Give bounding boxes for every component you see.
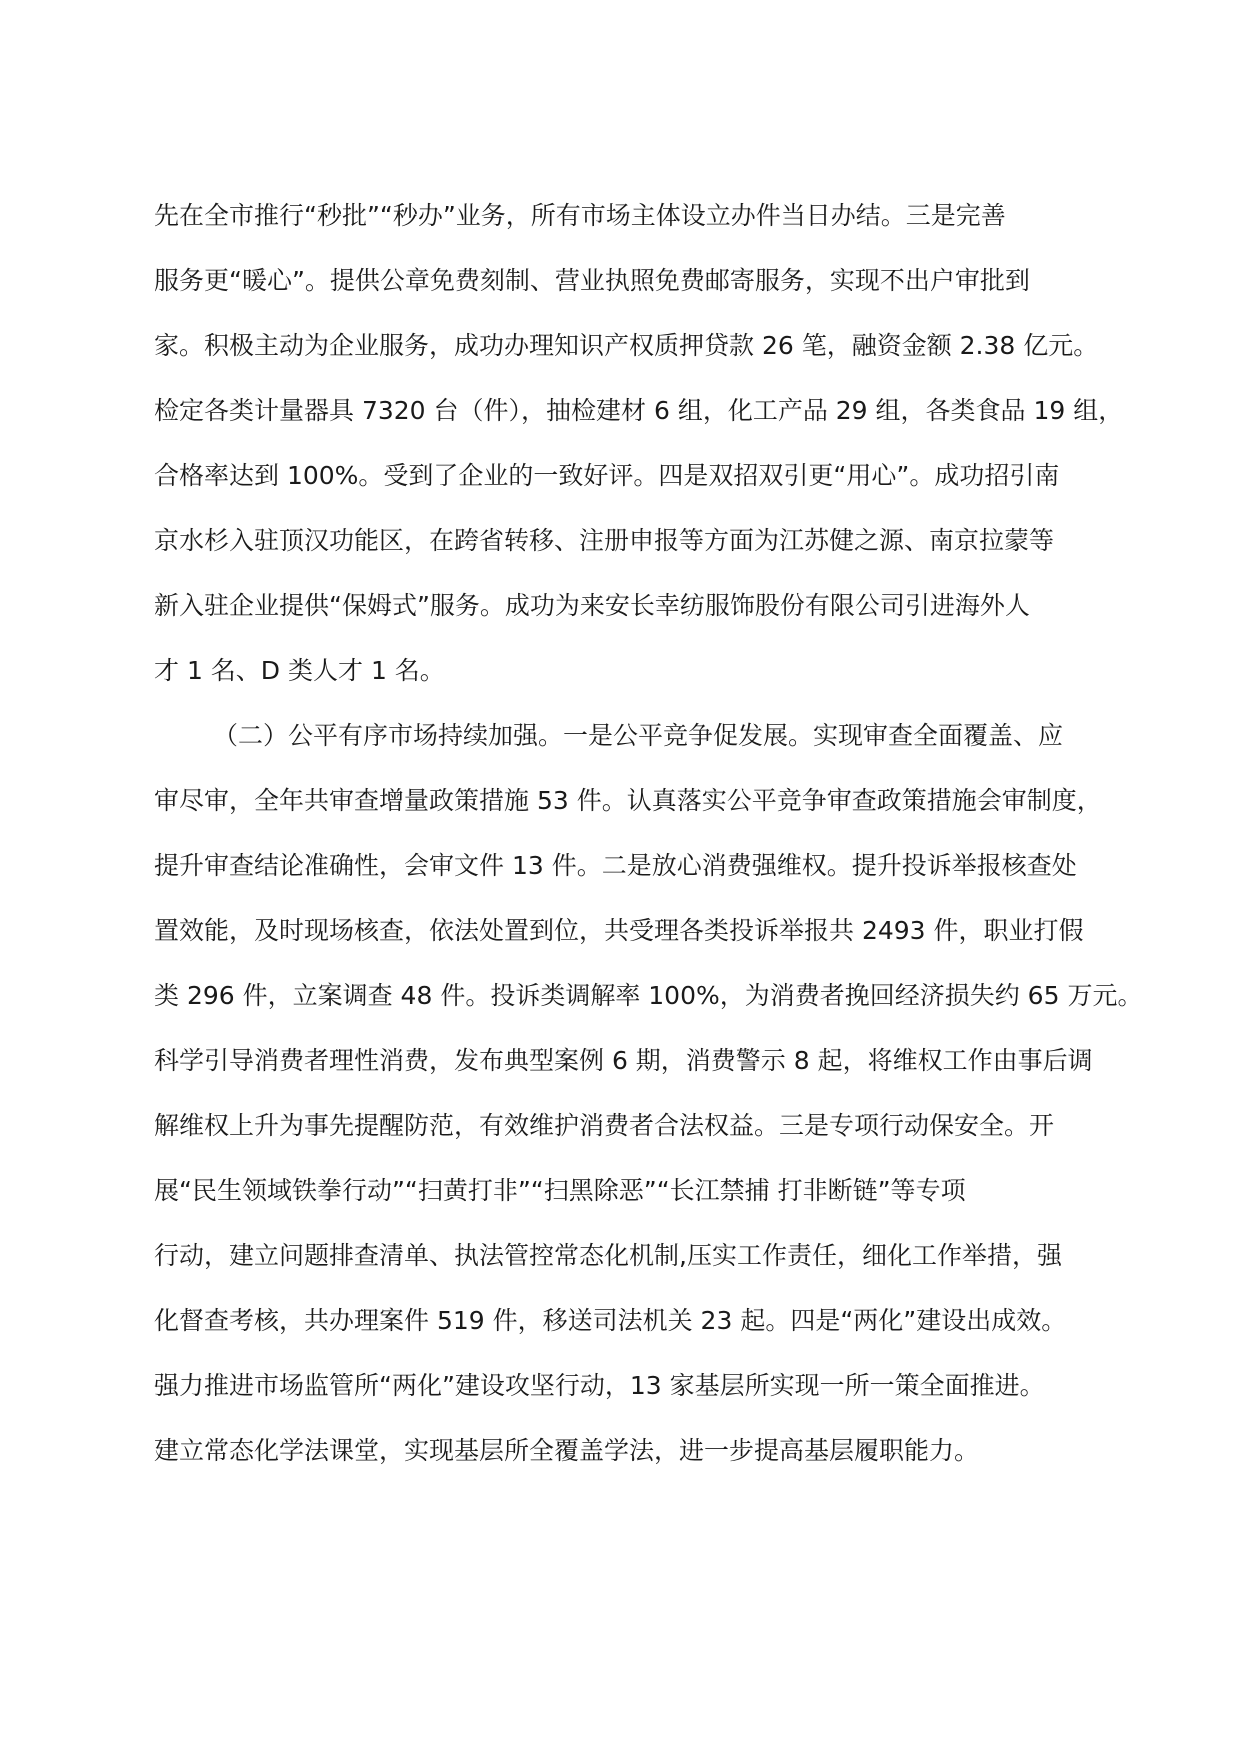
text-line: 行动，建立问题排查清单、执法管控常态化机制,压实工作责任，细化工作举措，强 [154, 1241, 1062, 1270]
text-line: 才 1 名、D 类人才 1 名。 [154, 656, 445, 685]
text-line: 解维权上升为事先提醒防范，有效维护消费者合法权益。三是专项行动保安全。开 [154, 1111, 1055, 1140]
text-line: 提升审查结论准确性，会审文件 13 件。二是放心消费强维权。提升投诉举报核查处 [154, 851, 1077, 880]
text-line: 审尽审，全年共审查增量政策措施 53 件。认真落实公平竞争审查政策措施会审制度， [154, 786, 1102, 815]
text-line: 京水杉入驻顶汉功能区，在跨省转移、注册申报等方面为江苏健之源、南京拉蒙等 [154, 526, 1055, 555]
paragraph-1 [154, 183, 1124, 703]
text-line: 强力推进市场监管所“两化”建设攻坚行动，13 家基层所实现一所一策全面推进。 [154, 1371, 1045, 1400]
text-line: 服务更“暖心”。提供公章免费刻制、营业执照免费邮寄服务，实现不出户审批到 [154, 266, 1030, 295]
text-line: 类 296 件，立案调查 48 件。投诉类调解率 100%，为消费者挽回经济损失约 65 万元。 [154, 981, 1143, 1010]
text-line: 合格率达到 100%。受到了企业的一致好评。四是双招双引更“用心”。成功招引南 [154, 461, 1060, 490]
paragraph-2 [154, 703, 1143, 1483]
text-line: （二）公平有序市场持续加强。一是公平竞争促发展。实现审查全面覆盖、应 [213, 721, 1064, 750]
text-line: 家。积极主动为企业服务，成功办理知识产权质押贷款 26 笔，融资金额 2.38 亿元。 [154, 331, 1099, 360]
text-line: 化督查考核，共办理案件 519 件，移送司法机关 23 起。四是“两化”建设出成效。 [154, 1306, 1067, 1335]
text-line: 建立常态化学法课堂，实现基层所全覆盖学法，进一步提高基层履职能力。 [154, 1436, 980, 1465]
text-line: 科学引导消费者理性消费，发布典型案例 6 期，消费警示 8 起，将维权工作由事后调 [154, 1046, 1093, 1075]
document-body [154, 183, 1143, 1483]
text-line: 置效能，及时现场核查，依法处置到位，共受理各类投诉举报共 2493 件，职业打假 [154, 916, 1084, 945]
text-line: 展“民生领域铁拳行动”“扫黄打非”“扫黑除恶”“长江禁捕 打非断链”等专项 [154, 1176, 966, 1205]
text-line: 检定各类计量器具 7320 台（件），抽检建材 6 组，化工产品 29 组，各类食品 19 组， [154, 396, 1124, 425]
text-line: 新入驻企业提供“保姆式”服务。成功为来安长幸纺服饰股份有限公司引进海外人 [154, 591, 1030, 620]
text-line: 先在全市推行“秒批”“秒办”业务，所有市场主体设立办件当日办结。三是完善 [154, 201, 1006, 230]
